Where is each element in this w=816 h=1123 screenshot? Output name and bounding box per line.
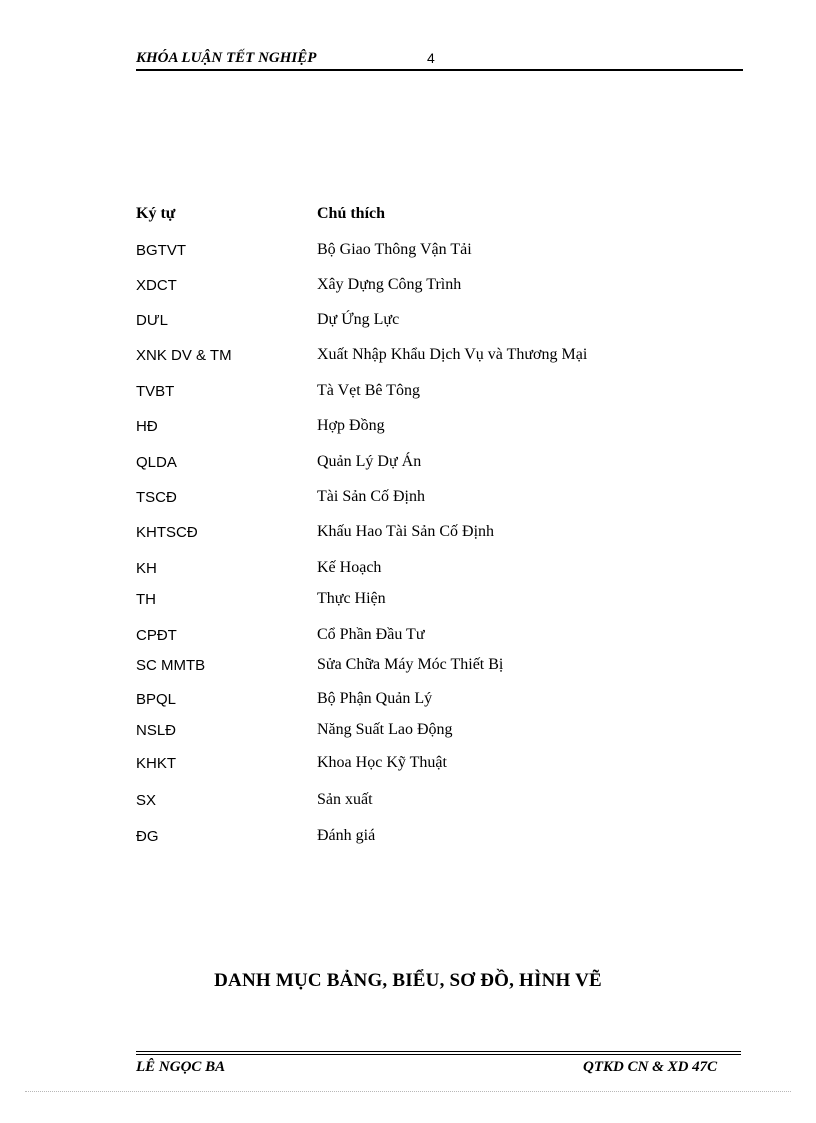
table-row-desc: Kế Hoạch (317, 559, 382, 576)
table-row-abbr: BPQL (136, 691, 177, 708)
table-row-abbr: TVBT (136, 383, 175, 400)
table-row-desc: Xây Dựng Công Trình (317, 276, 462, 293)
footer-divider (136, 1051, 741, 1055)
page-break-divider (25, 1091, 791, 1092)
table-row-desc: Bộ Phận Quản Lý (317, 690, 433, 707)
footer-author: LÊ NGỌC BA (136, 1059, 226, 1075)
table-row-desc: Sản xuất (317, 791, 373, 808)
table-row-abbr: KHKT (136, 755, 177, 772)
footer-class: QTKD CN & XD 47C (583, 1059, 718, 1075)
header-title: KHÓA LUẬN TẾT NGHIỆP (136, 50, 317, 66)
table-row-desc: Thực Hiện (317, 590, 386, 607)
table-row-desc: Sửa Chữa Máy Móc Thiết Bị (317, 656, 504, 673)
table-row-abbr: CPĐT (136, 627, 177, 644)
table-row-desc: Đánh giá (317, 827, 376, 844)
page-number: 4 (427, 50, 435, 66)
table-row-desc: Tài Sản Cố Định (317, 488, 425, 505)
table-row-abbr: SX (136, 792, 157, 809)
column-header-abbreviation: Ký tự (136, 205, 176, 222)
table-row-desc: Khoa Học Kỹ Thuật (317, 754, 447, 771)
table-row-abbr: BGTVT (136, 242, 187, 259)
table-row-desc: Khấu Hao Tài Sản Cố Định (317, 523, 495, 540)
table-row-abbr: HĐ (136, 418, 158, 435)
table-row-desc: Hợp Đồng (317, 417, 385, 434)
page-header (136, 48, 743, 71)
table-row-abbr: TH (136, 591, 156, 608)
table-row-abbr: KH (136, 560, 157, 577)
column-header-description: Chú thích (317, 205, 386, 222)
table-row-abbr: QLDA (136, 454, 177, 471)
table-row-abbr: KHTSCĐ (136, 524, 198, 541)
table-row-abbr: ĐG (136, 828, 159, 845)
table-row-desc: Xuất Nhập Khẩu Dịch Vụ và Thương Mại (317, 346, 588, 363)
table-row-desc: Năng Suất Lao Động (317, 721, 453, 738)
section-title: DANH MỤC BẢNG, BIỂU, SƠ ĐỒ, HÌNH VẼ (214, 970, 602, 991)
table-row-abbr: NSLĐ (136, 722, 177, 739)
table-row-desc: Quản Lý Dự Án (317, 453, 422, 470)
table-row-desc: Cổ Phần Đầu Tư (317, 626, 425, 643)
table-row-desc: Dự Ứng Lực (317, 311, 400, 328)
table-row-abbr: SC MMTB (136, 657, 206, 674)
table-row-abbr: DƯL (136, 312, 168, 329)
table-row-abbr: XNK DV & TM (136, 347, 232, 364)
table-row-abbr: XDCT (136, 277, 177, 294)
table-row-desc: Bộ Giao Thông Vận Tải (317, 241, 472, 258)
table-row-abbr: TSCĐ (136, 489, 177, 506)
table-row-desc: Tà Vẹt Bê Tông (317, 382, 420, 399)
